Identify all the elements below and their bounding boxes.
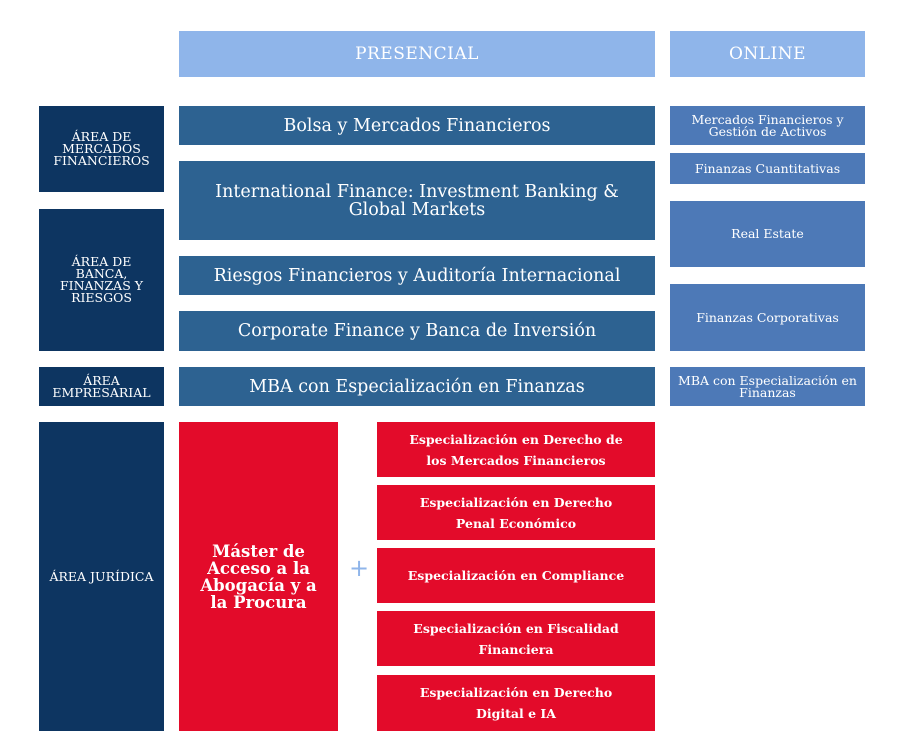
program-online-real-estate[interactable] [670, 201, 865, 267]
specialization-label: Especialización en Derecho Digital e IA [419, 685, 613, 721]
specialization-label: Especialización en Derecho de los Mercados Financieros [409, 431, 623, 468]
program-online-finanzas-corporativas[interactable] [670, 284, 865, 351]
program-online-mba[interactable] [670, 367, 865, 406]
program-online-finanzas-cuantitativas[interactable] [670, 153, 865, 184]
specialization-derecho-digital[interactable] [377, 675, 655, 731]
specialization-label: Especialización en Derecho Penal Económico [419, 494, 613, 531]
program-label: MBA con Especialización en Finanzas [678, 372, 857, 400]
header-presencial [179, 31, 655, 77]
program-label: Mercados Financieros y Gestión de Activos [691, 111, 844, 139]
program-presencial-corporate-finance[interactable] [179, 311, 655, 351]
area-mercados-financieros [39, 106, 164, 192]
specialization-penal-economico[interactable] [377, 485, 655, 540]
program-label: MBA con Especialización en Finanzas [249, 376, 585, 397]
program-presencial-riesgos[interactable] [179, 256, 655, 295]
plus-icon: + [349, 554, 370, 582]
program-master-abogacia[interactable] [179, 422, 338, 731]
header-online-label: ONLINE [728, 44, 807, 64]
program-label: Finanzas Cuantitativas [694, 160, 841, 176]
program-label: International Finance: Investment Banking & Global Markets [215, 181, 619, 220]
program-label: Bolsa y Mercados Financieros [283, 115, 551, 136]
header-presencial-label: PRESENCIAL [355, 44, 479, 64]
specialization-label: Especialización en Fiscalidad Financiera [413, 620, 619, 657]
header-online [670, 31, 865, 77]
area-juridica [39, 422, 164, 731]
program-label: Riesgos Financieros y Auditoría Internacional [213, 265, 621, 286]
program-presencial-bolsa[interactable] [179, 106, 655, 145]
program-online-mercados-gestion[interactable] [670, 106, 865, 145]
program-label: Finanzas Corporativas [696, 309, 839, 325]
specialization-fiscalidad-financiera[interactable] [377, 611, 655, 666]
program-presencial-mba[interactable] [179, 367, 655, 406]
area-banca-finanzas-riesgos [39, 209, 164, 351]
program-label: Corporate Finance y Banca de Inversión [237, 321, 597, 341]
area-label: ÁREA JURÍDICA [49, 568, 154, 584]
program-label: Máster de Acceso a la Abogacía y a la Procura [200, 541, 317, 612]
program-label: Real Estate [731, 226, 804, 241]
area-label: ÁREA DE MERCADOS FINANCIEROS [53, 129, 150, 168]
specialization-label: Especialización en Compliance [407, 568, 625, 583]
specialization-mercados-financieros[interactable] [377, 422, 655, 477]
area-label: ÁREA EMPRESARIAL [52, 372, 151, 400]
program-presencial-international-finance[interactable] [179, 161, 655, 240]
area-empresarial [39, 367, 164, 406]
specialization-compliance[interactable] [377, 548, 655, 603]
area-label: ÁREA DE BANCA, FINANZAS Y RIESGOS [59, 254, 143, 305]
